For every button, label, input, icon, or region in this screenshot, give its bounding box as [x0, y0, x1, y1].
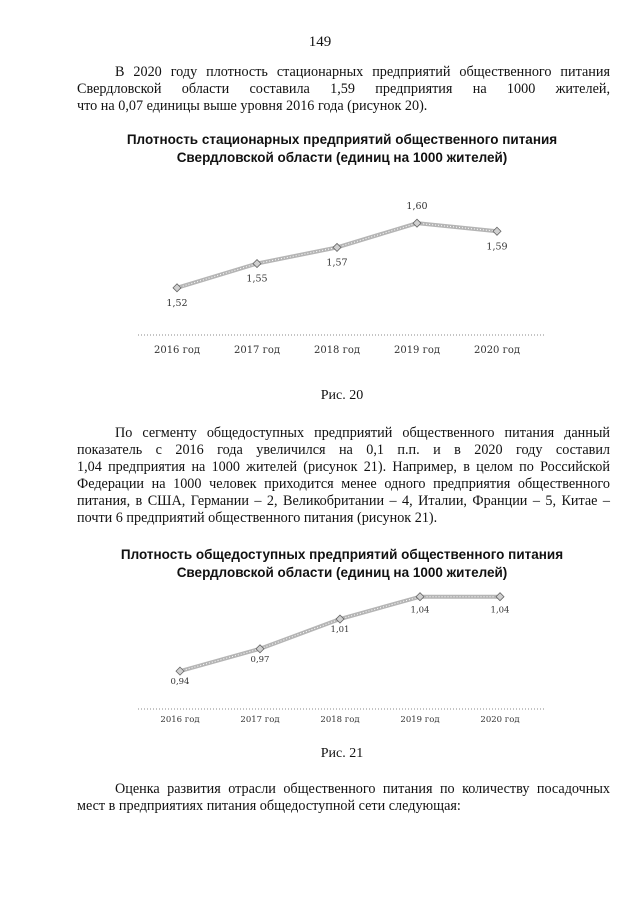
figure-20-chart: [0, 180, 640, 370]
paragraph-2: [77, 425, 610, 527]
paragraph-line: 1,04 предприятия на 1000 жителей (рисунок 21). Например, в целом по Российской: [77, 459, 610, 475]
paragraph-line: Федерации на 1000 человек приходится менее одного предприятия общественного: [77, 476, 610, 492]
data-label: 1,57: [326, 257, 348, 269]
paragraph-line: Свердловской области составила 1,59 предприятия на 1000 жителей,: [77, 81, 610, 97]
figure-20-title-line-1: Плотность стационарных предприятий общественного питания: [126, 132, 558, 147]
data-label: 0,97: [250, 654, 270, 665]
data-label: 1,01: [330, 625, 350, 636]
paragraph-3: [77, 781, 610, 815]
figure-21-caption: Рис. 21: [320, 746, 364, 761]
page-number: 149: [308, 34, 332, 50]
figure-21-chart: [0, 580, 640, 730]
data-label: 1,60: [406, 201, 428, 213]
x-tick-label: 2016 год: [160, 715, 200, 725]
data-label: 1,04: [410, 605, 430, 616]
figure-20-caption: Рис. 20: [320, 388, 364, 403]
data-label: 1,04: [490, 605, 510, 616]
paragraph-line: почти 6 предприятий общественного питания (рисунок 21).: [77, 510, 438, 526]
x-tick-label: 2018 год: [320, 715, 360, 725]
figure-20-title: [0, 131, 640, 167]
data-point-marker: [496, 593, 504, 601]
x-tick-label: 2019 год: [393, 345, 441, 356]
paragraph-line: В 2020 году плотность стационарных предприятий общественного питания: [115, 64, 610, 80]
paragraph-1: [77, 64, 610, 115]
data-label: 0,94: [170, 677, 190, 688]
x-tick-label: 2017 год: [233, 345, 281, 356]
paragraph-line: показатель с 2016 года увеличился на 0,1 п.п. и в 2020 году составил: [77, 442, 610, 458]
paragraph-line: Оценка развития отрасли общественного питания по количеству посадочных: [115, 781, 610, 797]
paragraph-line: питания, в США, Германии – 2, Великобритании – 4, Италии, Франции – 5, Китае –: [77, 493, 610, 509]
series-line-texture: [177, 223, 497, 288]
paragraph-line: что на 0,07 единицы выше уровня 2016 года (рисунок 20).: [77, 98, 428, 114]
data-label: 1,55: [246, 273, 268, 285]
data-label: 1,52: [166, 297, 188, 309]
paragraph-line: По сегменту общедоступных предприятий общественного питания данный: [115, 425, 610, 441]
x-tick-label: 2020 год: [473, 345, 521, 356]
figure-20-title-line-2: Свердловской области (единиц на 1000 жителей): [176, 150, 508, 165]
paragraph-line: мест в предприятиях питания общедоступной сети следующая:: [77, 798, 461, 814]
x-tick-label: 2017 год: [240, 715, 280, 725]
series-line: [177, 223, 497, 288]
x-tick-label: 2019 год: [400, 715, 440, 725]
data-point-marker: [493, 227, 501, 235]
x-tick-label: 2020 год: [480, 715, 520, 725]
figure-21-title: [0, 546, 640, 582]
data-label: 1,59: [486, 241, 508, 253]
x-tick-label: 2018 год: [313, 345, 361, 356]
figure-21-title-line-1: Плотность общедоступных предприятий общественного питания: [120, 547, 564, 562]
x-tick-label: 2016 год: [153, 345, 201, 356]
figure-21-title-line-2: Свердловской области (единиц на 1000 жителей): [176, 565, 508, 580]
